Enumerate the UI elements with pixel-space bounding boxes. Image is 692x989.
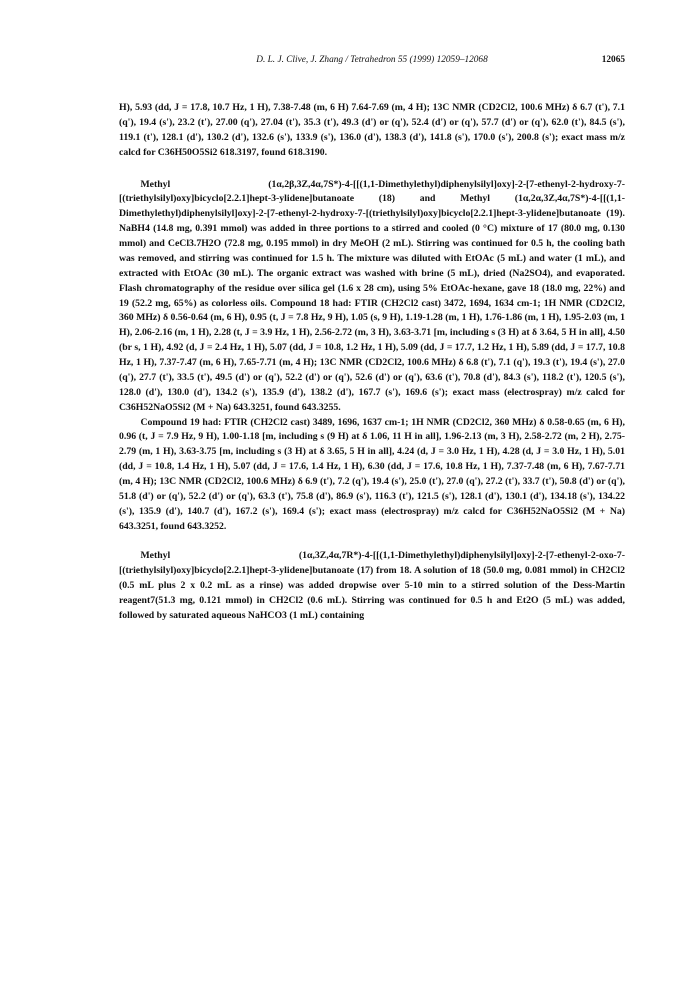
- journal-citation: D. L. J. Clive, J. Zhang / Tetrahedron 55 (1999) 12059–12068: [256, 55, 488, 65]
- main-text: [119, 101, 625, 624]
- compound-heading: Methyl (1α,3Z,4α,7R*)-4-[[(1,1-Dimethylethyl)diphenylsilyl]oxy]-2-[7-ethenyl-2-oxo-7-[(triethylsilyl)oxy]bicyclo[2.2.1]hept-3-ylidene]butanoate (17) from 18.: [119, 550, 625, 577]
- page-number: 12065: [601, 55, 625, 65]
- paragraph-compounds-18-19: [119, 178, 625, 416]
- procedure-text: NaBH4 (14.8 mg, 0.391 mmol) was added in three portions to a stirred and cooled (0 °C) mixture of 17 (80.0 mg, 0.130 mmol) and CeCl3.7H2O (72.8 mg, 0.195 mmol) in dry MeOH (2 mL). Stirring was continued for 0.5 h, the cooling bath was removed, and stirring was continued for 1.5 h. The mixture was diluted with EtOAc (5 mL) and water (1 mL), and extracted with EtOAc (30 mL). The organic extract was washed with brine (5 mL), dried (Na2SO4), and evaporated. Flash chromatography of the residue over silica gel (1.6 x 28 cm), using 5% EtOAc-hexane, gave 18 (18.0 mg, 22%) and 19 (52.2 mg, 65%) as colorless oils. Compound 18 had: FTIR (CH2Cl2 cast) 3472, 1694, 1634 cm-1; 1H NMR (CD2Cl2, 360 MHz) δ 0.56-0.64 (m, 6 H), 0.95 (t, J = 7.8 Hz, 9 H), 1.05 (s, 9 H), 1.19-1.28 (m, 1 H), 1.76-1.86 (m, 1 H), 1.95-2.03 (m, 1 H), 2.06-2.16 (m, 1 H), 2.28 (t, J = 3.9 Hz, 1 H), 2.56-2.72 (m, 3 H), 3.63-3.71 [m, including s (3 H) at δ 3.64, 5 H in all], 4.50 (br s, 1 H), 4.92 (d, J = 2.4 Hz, 1 H), 5.07 (dd, J = 10.8, 1.2 Hz, 1 H), 5.09 (dd, J = 17.7, 1.2 Hz, 1 H), 5.89 (dd, J = 17.7, 10.8 Hz, 1 H), 7.37-7.47 (m, 6 H), 7.65-7.71 (m, 4 H); 13C NMR (CD2Cl2, 100.6 MHz) δ 6.8 (t'), 7.1 (q'), 19.3 (t'), 19.4 (s'), 27.0 (q'), 27.7 (t'), 33.5 (t'), 49.5 (d') or (q'), 52.2 (d') or (q'), 52.6 (d') or (q'), 63.6 (t'), 70.8 (d'), 84.3 (s'), 118.2 (t'), 120.5 (s'), 128.0 (d'), 130.0 (d'), 134.2 (s'), 135.9 (d'), 138.2 (d'), 167.7 (s'), 169.6 (s'); exact mass (electrospray) m/z calcd for C36H52NaO5Si2 (M + Na) 643.3251, found 643.3255.: [119, 223, 625, 413]
- running-header: [119, 55, 625, 69]
- compound-heading: Methyl (1α,2β,3Z,4α,7S*)-4-[[(1,1-Dimethylethyl)diphenylsilyl]oxy]-2-[7-ethenyl-2-hydroxy-7-[(triethylsilyl)oxy]bicyclo[2.2.1]hept-3-ylidene]butanoate (18) and Methyl (1α,2α,3Z,4α,7S*)-4-[[(1,1-Dimethylethyl)diphenylsilyl]oxy]-2-[7-ethenyl-2-hydroxy-7-[(triethylsilyl)oxy]bicyclo[2.2.1]hept-3-ylidene]butanoate (19).: [119, 178, 625, 220]
- paragraph-compound-17: [119, 549, 625, 623]
- procedure-text: A solution of 18 (50.0 mg, 0.081 mmol) in CH2Cl2 (0.5 mL plus 2 x 0.2 mL as a rinse) was added dropwise over 5-10 min to a stirred solution of the Dess-Martin reagent7(51.3 mg, 0.121 mmol) in CH2Cl2 (0.6 mL). Stirring was continued for 0.5 h and Et2O (5 mL) was added, followed by saturated aqueous NaHCO3 (1 mL) containing: [119, 565, 625, 621]
- paragraph-continued-data: H), 5.93 (dd, J = 17.8, 10.7 Hz, 1 H), 7.38-7.48 (m, 6 H) 7.64-7.69 (m, 4 H); 13C NMR (CD2Cl2, 100.6 MHz) δ 6.7 (t'), 7.1 (q'), 19.4 (s'), 23.2 (t'), 27.00 (q'), 27.04 (t'), 35.3 (t'), 49.3 (d') or (q'), 52.4 (d') or (q'), 57.7 (d') or (q'), 62.0 (t'), 84.5 (s'), 119.1 (t'), 128.1 (d'), 130.2 (d'), 132.6 (s'), 133.9 (s'), 136.0 (d'), 138.3 (d'), 141.8 (s'), 170.0 (s'), 200.8 (s'); exact mass m/z calcd for C36H50O5Si2 618.3197, found 618.3190.: [119, 102, 625, 158]
- paragraph-compound-19-data: Compound 19 had: FTIR (CH2Cl2 cast) 3489, 1696, 1637 cm-1; 1H NMR (CD2Cl2, 360 MHz) δ 0.58-0.65 (m, 6 H), 0.96 (t, J = 7.9 Hz, 9 H), 1.00-1.18 [m, including s (9 H) at δ 1.06, 11 H in all], 1.96-2.13 (m, 3 H), 2.58-2.72 (m, 2 H), 2.75-2.79 (m, 1 H), 3.63-3.75 [m, including s (3 H) at δ 3.65, 5 H in all], 4.24 (d, J = 3.0 Hz, 1 H), 4.28 (d, J = 3.0 Hz, 1 H), 5.01 (dd, J = 10.8, 1.4 Hz, 1 H), 5.07 (dd, J = 17.6, 1.4 Hz, 1 H), 6.30 (dd, J = 17.6, 10.8 Hz, 1 H), 7.37-7.48 (m, 6 H), 7.67-7.71 (m, 4 H); 13C NMR (CD2Cl2, 100.6 MHz) δ 6.9 (t'), 7.2 (q'), 19.4 (s'), 25.0 (t'), 27.0 (q'), 27.2 (t'), 33.7 (t'), 50.8 (d') or (q'), 51.8 (d') or (q'), 52.2 (d') or (q'), 63.3 (t'), 75.8 (d'), 86.9 (s'), 116.3 (t'), 121.5 (s'), 128.1 (d'), 130.1 (d'), 134.18 (s'), 134.22 (s'), 135.9 (d'), 140.7 (d'), 167.2 (s'), 169.4 (s'); exact mass (electrospray) m/z calcd for C36H52NaO5Si2 (M + Na) 643.3251, found 643.3252.: [119, 416, 625, 532]
